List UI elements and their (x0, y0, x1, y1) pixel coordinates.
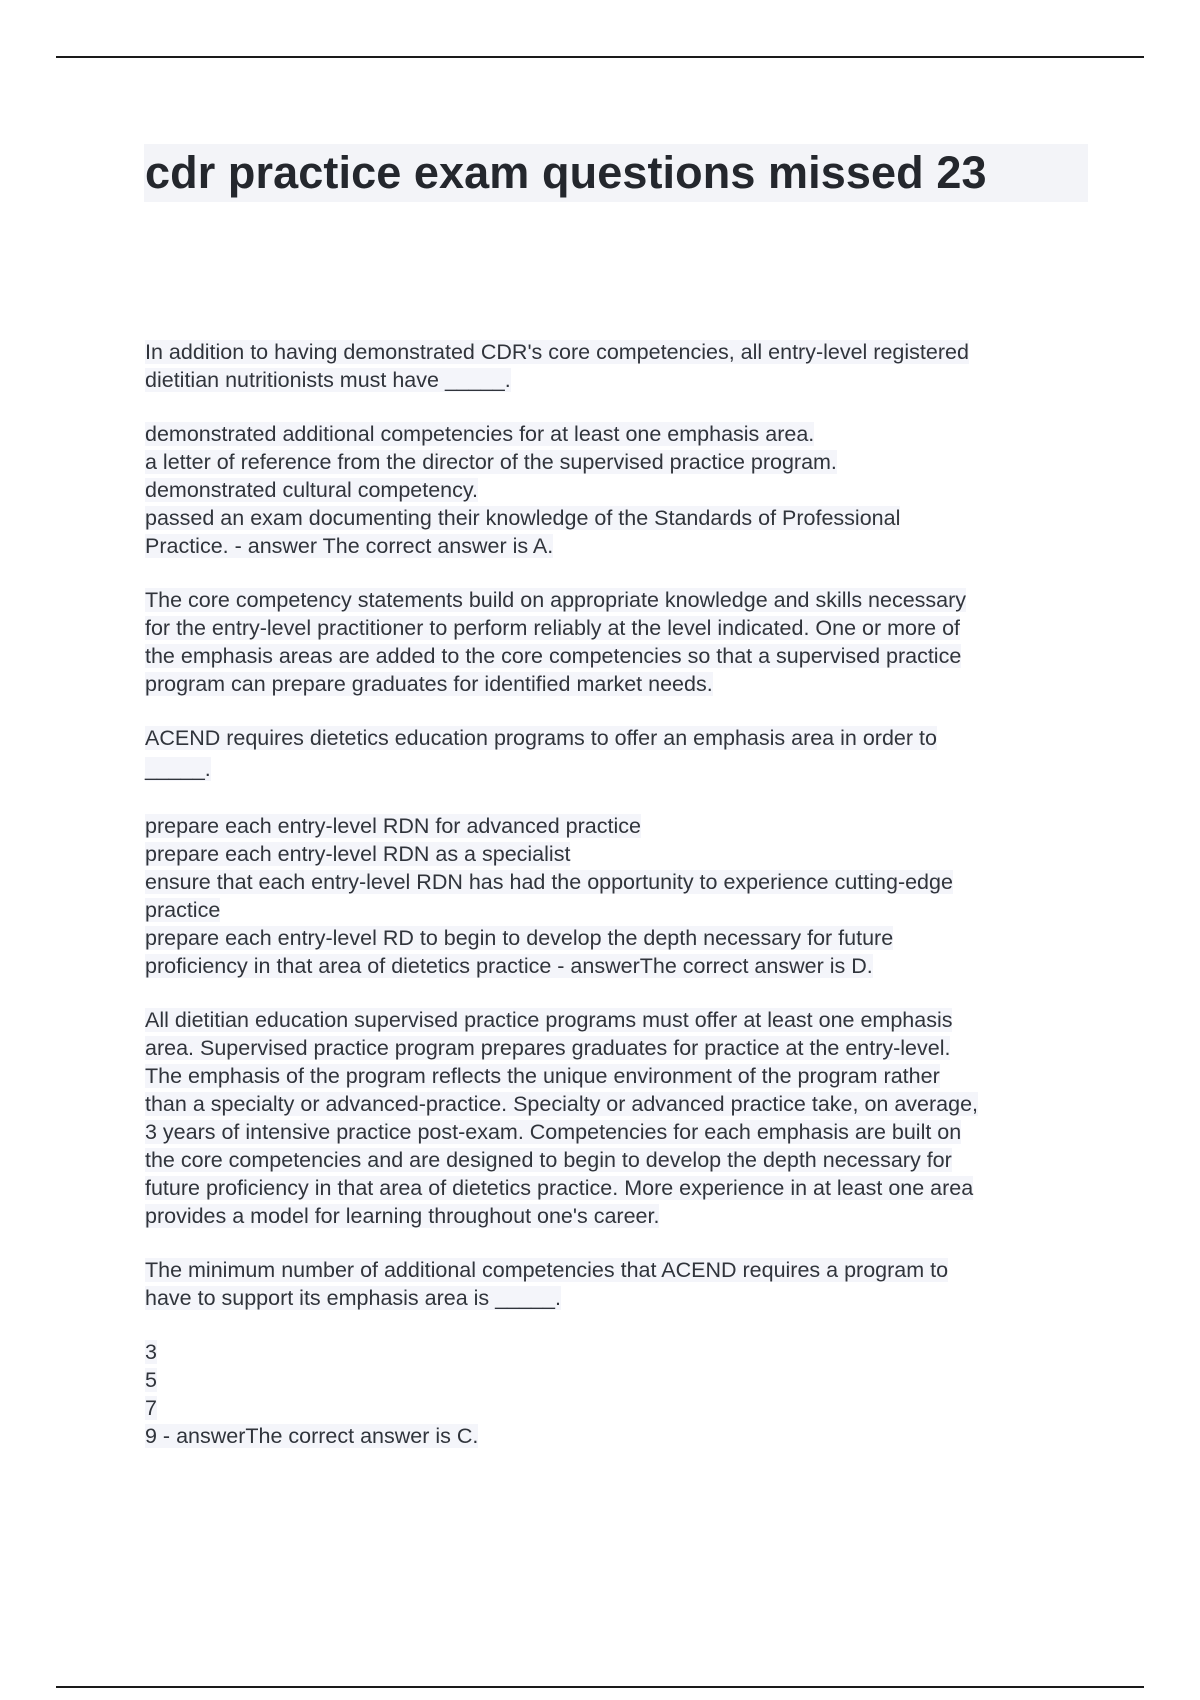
text-line: for the entry-level practitioner to perform reliably at the level indicated. One or more of (145, 616, 960, 640)
option-line: prepare each entry-level RDN as a specialist (145, 842, 571, 866)
option-line: a letter of reference from the director of the supervised practice program. (145, 450, 837, 474)
text-line: provides a model for learning throughout one's career. (145, 1204, 660, 1228)
option-line: demonstrated cultural competency. (145, 478, 479, 502)
text-line: All dietitian education supervised practice programs must offer at least one emphasis (145, 1008, 953, 1032)
text-line: dietitian nutritionists must have _____. (145, 368, 511, 392)
question-1-options (145, 420, 1085, 560)
text-line: The core competency statements build on appropriate knowledge and skills necessary (145, 588, 967, 612)
text-line: 3 years of intensive practice post-exam. Competencies for each emphasis are built on (145, 1120, 962, 1144)
text-line: _____. (145, 757, 211, 781)
text-line: than a specialty or advanced-practice. Specialty or advanced practice take, on average, (145, 1092, 979, 1116)
bottom-rule (56, 1686, 1144, 1688)
option-line: 3 (145, 1340, 157, 1364)
text-line: The minimum number of additional competencies that ACEND requires a program to (145, 1258, 949, 1282)
option-line: prepare each entry-level RDN for advanced practice (145, 814, 641, 838)
option-line: demonstrated additional competencies for at least one emphasis area. (145, 422, 815, 446)
text-line: area. Supervised practice program prepares graduates for practice at the entry-level. (145, 1036, 951, 1060)
text-line: program can prepare graduates for identified market needs. (145, 672, 713, 696)
answer-line: proficiency in that area of dietetics practice - answerThe correct answer is D. (145, 954, 873, 978)
option-line: passed an exam documenting their knowledge of the Standards of Professional (145, 506, 901, 530)
option-line: 7 (145, 1396, 157, 1420)
question-1 (145, 338, 1085, 394)
question-2-options (145, 812, 1085, 980)
question-2 (145, 724, 1085, 786)
page-title: cdr practice exam questions missed 23 (145, 147, 987, 198)
answer-line: 9 - answerThe correct answer is C. (145, 1424, 479, 1448)
option-line: prepare each entry-level RD to begin to develop the depth necessary for future (145, 926, 894, 950)
text-line: future proficiency in that area of dietetics practice. More experience in at least one area (145, 1176, 974, 1200)
top-rule (56, 56, 1144, 58)
text-line: ACEND requires dietetics education programs to offer an emphasis area in order to (145, 726, 937, 750)
document-body (145, 338, 1085, 1476)
question-1-explanation (145, 586, 1085, 698)
text-line: In addition to having demonstrated CDR's core competencies, all entry-level registered (145, 340, 969, 364)
text-line: the core competencies and are designed to begin to develop the depth necessary for (145, 1148, 952, 1172)
question-3 (145, 1256, 1085, 1312)
answer-line: Practice. - answer The correct answer is A. (145, 534, 554, 558)
option-line: practice (145, 898, 221, 922)
question-3-options (145, 1338, 1085, 1450)
question-2-explanation (145, 1006, 1085, 1230)
text-line: The emphasis of the program reflects the unique environment of the program rather (145, 1064, 940, 1088)
option-line: ensure that each entry-level RDN has had the opportunity to experience cutting-edge (145, 870, 953, 894)
text-line: the emphasis areas are added to the core competencies so that a supervised practice (145, 644, 962, 668)
option-line: 5 (145, 1368, 157, 1392)
text-line: have to support its emphasis area is _____. (145, 1286, 561, 1310)
